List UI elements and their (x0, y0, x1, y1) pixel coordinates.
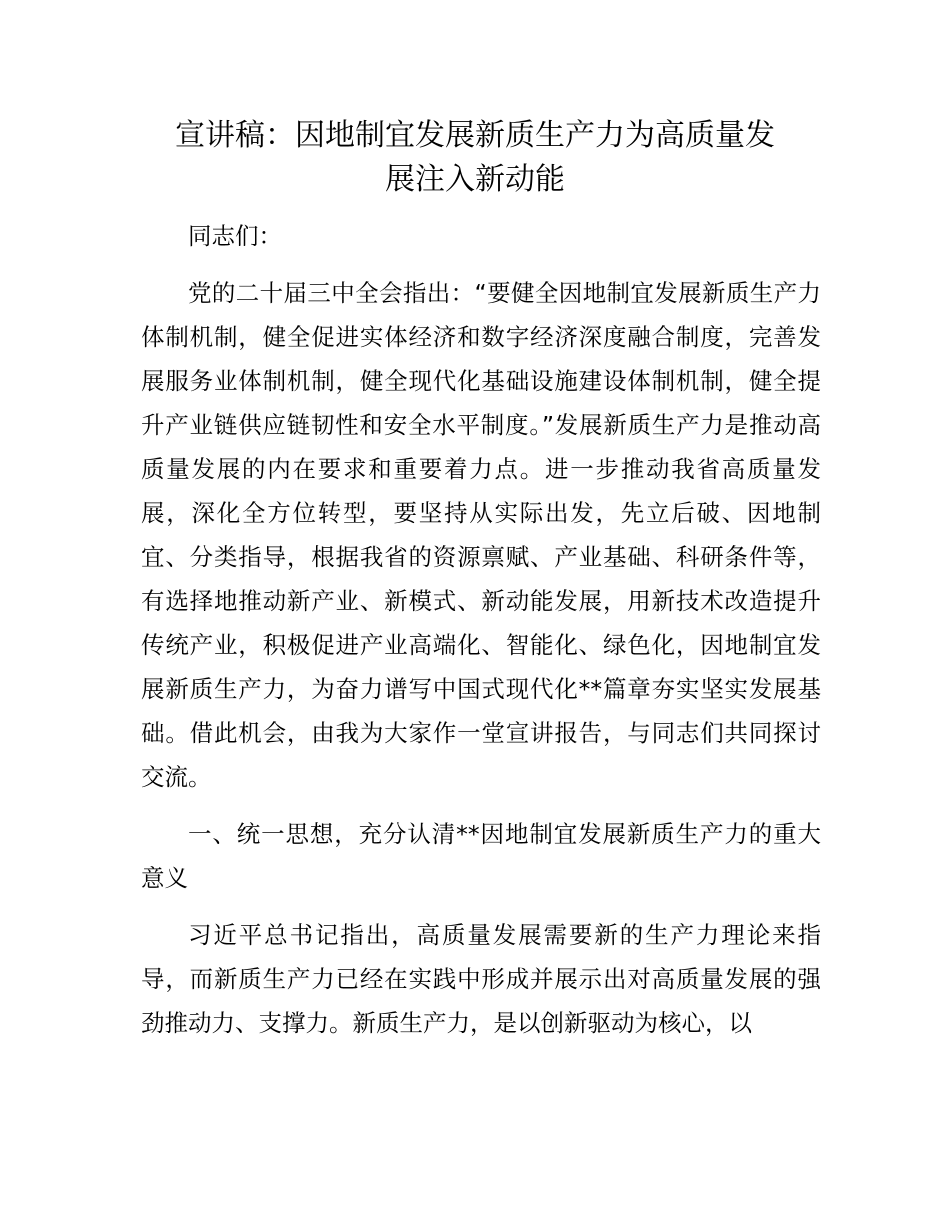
intro-paragraph: 党的二十届三中全会指出：“要健全因地制宜发展新质生产力体制机制，健全促进实体经济和数字经济深度融合制度，完善发展服务业体制机制，健全现代化基础设施建设体制机制，健全提升产业链供应链韧性和安全水平制度。”发展新质生产力是推动高质量发展的内在要求和重要着力点。进一步推动我省高质量发展，深化全方位转型，要坚持从实际出发，先立后破、因地制宜、分类指导，根据我省的资源禀赋、产业基础、科研条件等，有选择地推动新产业、新模式、新动能发展，用新技术改造提升传统产业，积极促进产业高端化、智能化、绿色化，因地制宜发展新质生产力，为奋力谱写中国式现代化**篇章夯实坚实发展基础。借此机会，由我为大家作一堂宣讲报告，与同志们共同探讨交流。 (141, 279, 821, 791)
title-line-1: 宣讲稿：因地制宜发展新质生产力为高质量发 (175, 118, 775, 153)
body-paragraph: 习近平总书记指出，高质量发展需要新的生产力理论来指导，而新质生产力已经在实践中形成并展示出对高质量发展的强劲推动力、支撑力。新质生产力，是以创新驱动为核心，以 (141, 921, 821, 1037)
section-heading-1: 一、统一思想，充分认清**因地制宜发展新质生产力的重大意义 (141, 820, 821, 892)
greeting-paragraph: 同志们： (188, 222, 282, 250)
document-title (130, 114, 820, 202)
title-line-2: 展注入新动能 (385, 162, 565, 197)
document-body (141, 214, 821, 1058)
